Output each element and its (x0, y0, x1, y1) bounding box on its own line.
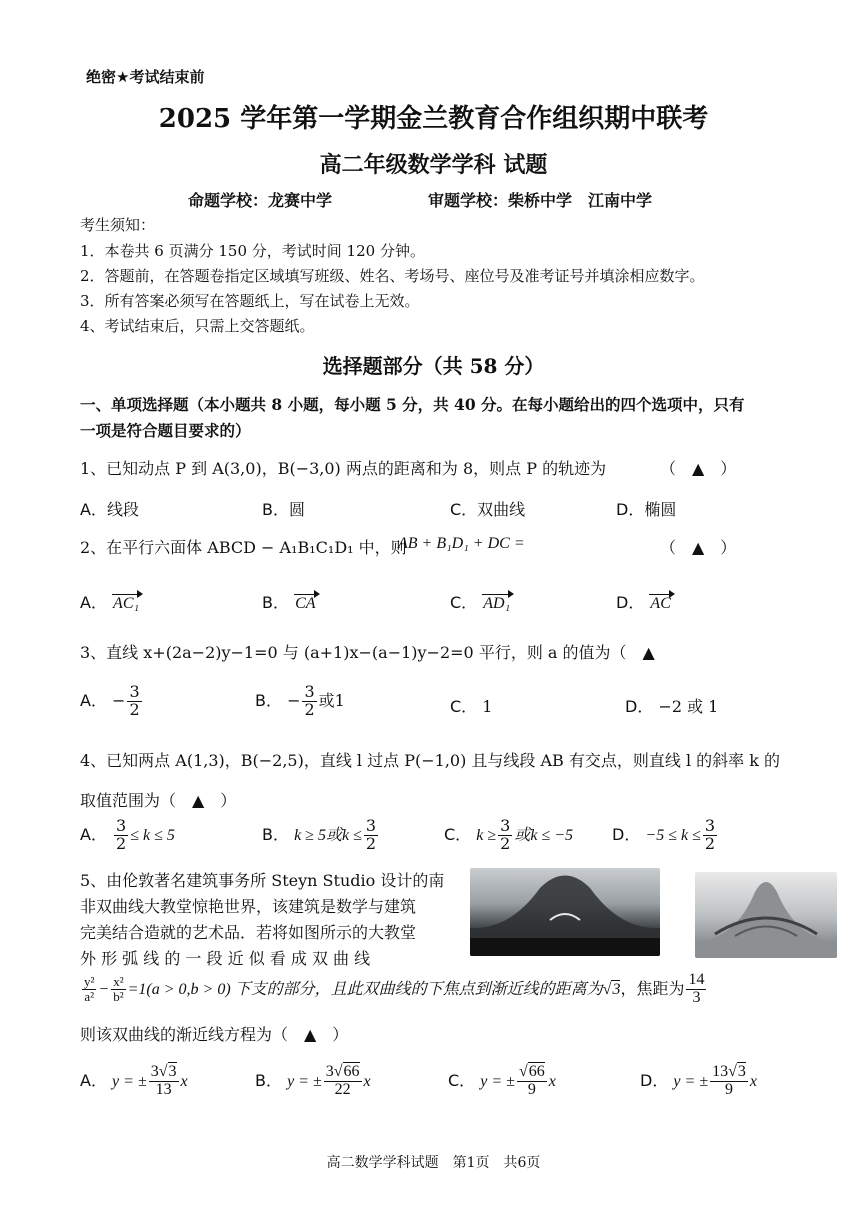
cathedral-photo-1 (470, 868, 660, 956)
question-5-line: 5、由伦敦著名建筑事务所 Steyn Studio 设计的南 (80, 871, 445, 890)
question-1-stem: 1、已知动点 P 到 A(3,0)，B(−3,0) 两点的距离和为 8，则点 P 的轨迹为 (80, 459, 607, 478)
question-5-line: 非双曲线大教堂惊艳世界，该建筑是数学与建筑 (80, 897, 417, 916)
secret-label: 绝密★考试结束前 (86, 68, 205, 86)
q5-option-d: D． y = ± $\frac{13√3}{9}$ x (640, 1063, 757, 1098)
page-footer: 高二数学学科试题 第1页 共6页 (326, 1155, 541, 1171)
vector-ad1: AD₁ (483, 595, 511, 612)
q5-option-c: C． y = ± $\frac{√66}{9}$ x (448, 1063, 556, 1098)
q1-option-a: A．线段 (80, 500, 139, 519)
q3-option-c: C． 1 (450, 697, 493, 716)
notice-item: 1．本卷共 6 页满分 150 分，考试时间 120 分钟。 (80, 242, 425, 260)
vector-ca: CA (295, 595, 316, 612)
q5-option-a: A． y = ± $\frac{3√3}{13}$ x (80, 1063, 188, 1098)
notice-item: 4、考试结束后，只需上交答题纸。 (80, 317, 315, 335)
q1-option-c: C．双曲线 (450, 500, 526, 519)
cathedral-photo-2 (695, 872, 837, 958)
q3-option-a: A． − $\frac{3}{2}$ (80, 682, 140, 719)
vector-ac: AC (650, 595, 671, 612)
question-3-stem: 3、直线 x+(2a−2)y−1=0 与 (a+1)x−(a−1)y−2=0 平行，则 a 的值为（ ▲ (80, 643, 655, 662)
notice-item: 2．答题前，在答题卷指定区域填写班级、姓名、考场号、座位号及准考证号并填涂相应数字。 (80, 267, 705, 285)
question-2-stem: 2、在平行六面体 ABCD − A₁B₁C₁D₁ 中，则 (80, 538, 407, 557)
q1-option-b: B．圆 (262, 500, 305, 519)
q2-option-c: C． AD₁ (450, 593, 511, 612)
exam-subtitle: 高二年级数学学科 试题 (319, 152, 548, 178)
q2-option-d: D． AC (616, 593, 671, 612)
question-2-answer-blank: （ ▲ ） (660, 538, 737, 557)
notice-heading: 考生须知： (80, 216, 156, 234)
question-5-line: 完美结合造就的艺术品．若将如图所示的大教堂 (80, 923, 417, 942)
exam-title: 2025 学年第一学期金兰教育合作组织期中联考 (158, 104, 709, 134)
q4-option-a: A． $\frac{3}{2}$ ≤ k ≤ 5 (80, 816, 175, 853)
notice-item: 3．所有答案必须写在答题纸上，写在试卷上无效。 (80, 292, 420, 310)
q1-option-d: D．椭圆 (616, 500, 677, 519)
q4-option-d: D． −5 ≤ k ≤ $\frac{3}{2}$ (612, 816, 716, 853)
q3-option-d: D． −2 或 1 (625, 697, 719, 716)
section-instruction: 一、单项选择题（本小题共 8 小题，每小题 5 分，共 40 分。在每小题给出的四个选项中，只有 (80, 395, 745, 414)
section-instruction-cont: 一项是符合题目要求的） (80, 421, 251, 440)
q3-option-b: B． − $\frac{3}{2}$ 或1 (255, 682, 345, 719)
section-title: 选择题部分（共 58 分） (322, 354, 545, 378)
question-5-line: 则该双曲线的渐近线方程为（ ▲ ） (80, 1025, 349, 1044)
q4-option-b: B． k ≥ 5或k ≤ $\frac{3}{2}$ (262, 816, 377, 853)
q4-option-c: C． k ≥ $\frac{3}{2}$ 或k ≤ −5 (444, 816, 574, 853)
question-5-equation-line: $\frac{\text{y²}}{\text{a²}}$ − $\frac{\text{x²}}{\text{b²}}$ =1(a > 0,b > 0) 下支的部分，且此双曲线的下焦点到渐近线的距离为√3，焦距为 $\frac{14}{3}$ (84, 971, 705, 1006)
q2-option-b: B． CA (262, 593, 316, 612)
question-5-line: 外 形 弧 线 的 一 段 近 似 看 成 双 曲 线 (80, 949, 371, 968)
question-4-stem-cont: 取值范围为（ ▲ ） (80, 791, 237, 810)
reviewer-school: 审题学校：柴桥中学 江南中学 (428, 191, 653, 210)
q5-option-b: B． y = ± $\frac{3√66}{22}$ x (255, 1063, 371, 1098)
proposer-school: 命题学校：龙赛中学 (188, 191, 333, 210)
vector-ac1: AC₁ (113, 595, 140, 612)
question-1-answer-blank: （ ▲ ） (660, 459, 737, 478)
question-4-stem: 4、已知两点 A(1,3)，B(−2,5)，直线 l 过点 P(−1,0) 且与线段 AB 有交点，则直线 l 的斜率 k 的 (80, 751, 781, 770)
q2-option-a: A． AC₁ (80, 593, 140, 612)
question-2-expression: AB + B₁D₁ + DC = (398, 535, 525, 552)
